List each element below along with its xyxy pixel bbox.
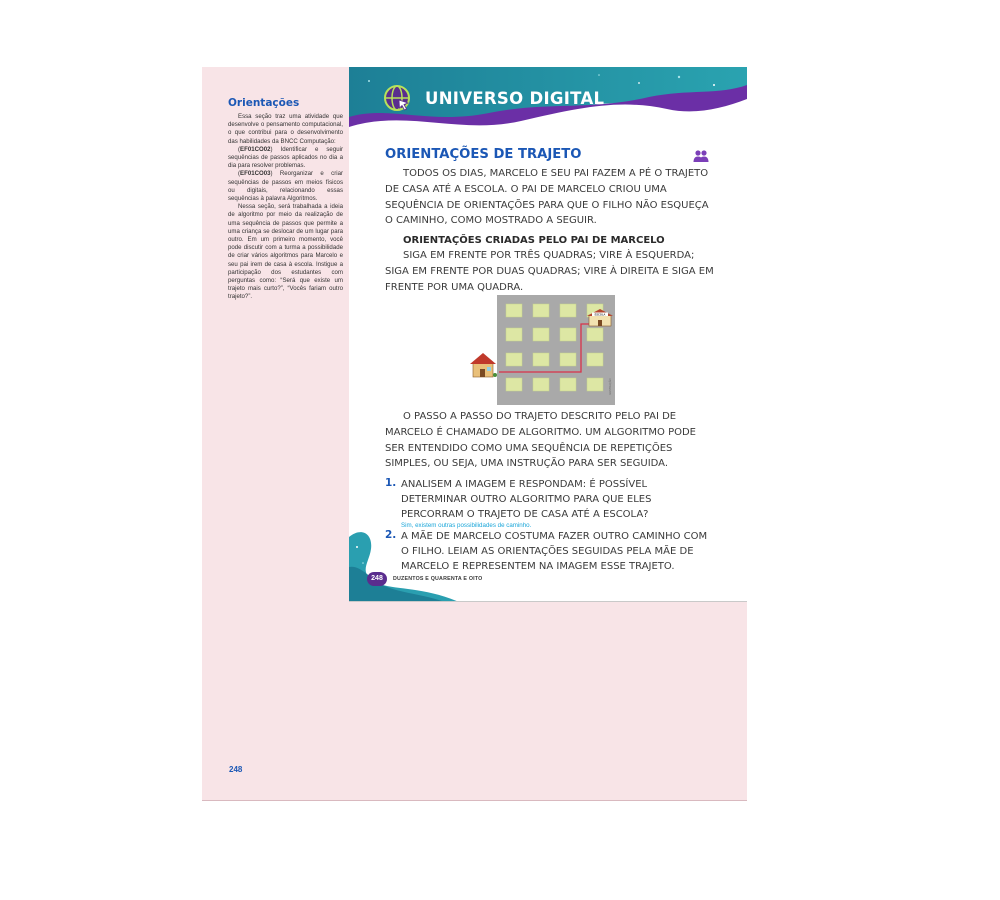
question-number: 2.: [385, 529, 397, 541]
sidebar-paragraph: Nessa seção, será trabalhada a ideia de algoritmo por meio da realização de uma sequência de passos que permite a uma criança se deslocar de um lugar para outro. Em um primeiro momento, você pode discutir com a turma a possibilidade de criar vários algoritmos para Marcelo e seu pai irem de casa à escola. Instigue a participação dos estudantes com perguntas como: “Será que existe um trajeto mais curto?”, “Vocês fariam outro trajeto?”.: [228, 203, 343, 301]
illustration-credit: ILUSTRAÇÃO: [609, 378, 612, 395]
bncc-code: EF01CO03: [240, 170, 271, 178]
teacher-answer: Sim, existem outras possibilidades de caminho.: [401, 522, 532, 529]
bncc-code: EF01CO02: [240, 145, 271, 153]
page-number-badge: 248: [367, 572, 387, 586]
instructions-subtitle: ORIENTAÇÕES CRIADAS PELO PAI DE MARCELO: [403, 235, 665, 247]
sidebar-paragraph: (EF01CO03) Reorganizar e criar sequências de passos em meios físicos ou digitais, relacionando essas sequências à palavra Algoritmos.: [228, 170, 343, 203]
sidebar-paragraph: (EF01CO02) Identificar e seguir sequências de passos aplicados no dia a dia para resolver problemas.: [228, 145, 343, 170]
route-map-illustration: [469, 295, 617, 407]
corner-decoration: [349, 527, 459, 602]
intro-paragraph: TODOS OS DIAS, MARCELO E SEU PAI FAZEM A PÉ O TRAJETO DE CASA ATÉ A ESCOLA. O PAI DE MARCELO CRIOU UMA SEQUÊNCIA DE ORIENTAÇÕES PARA QUE O FILHO NÃO ESQUEÇA O CAMINHO, COMO MOSTRADO A SEGUIR.: [385, 168, 709, 227]
algorithm-paragraph: O PASSO A PASSO DO TRAJETO DESCRITO PELO PAI DE MARCELO É CHAMADO DE ALGORITMO. UM ALGORITMO PODE SER ENTENDIDO COMO UMA SEQUÊNCIA DE REPETIÇÕES SIMPLES, OU SEJA, UMA INSTRUÇÃO PARA SER SEGUIDA.: [385, 411, 696, 470]
teacher-page-number: 248: [229, 765, 243, 774]
sidebar-title: Orientações: [228, 97, 300, 109]
instructions-paragraph: SIGA EM FRENTE POR TRÊS QUADRAS; VIRE À ESQUERDA; SIGA EM FRENTE POR DUAS QUADRAS; VIRE À DIREITA E SIGA EM FRENTE POR UMA QUADRA.: [385, 250, 714, 293]
sidebar-paragraph: Essa seção traz uma atividade que desenvolve o pensamento computacional, o que contribui para o desenvolvimento das habilidades da BNCC Computação:: [228, 113, 343, 145]
bncc-description: Identificar e seguir sequências de passos aplicados no dia a dia para resolver problemas.: [228, 145, 343, 170]
banner-title: UNIVERSO DIGITAL: [425, 89, 605, 108]
orientacoes-sidebar: [228, 97, 343, 302]
algorithm-block: [385, 409, 715, 472]
section-title: ORIENTAÇÕES DE TRAJETO: [385, 147, 582, 162]
question-text: A MÃE DE MARCELO COSTUMA FAZER OUTRO CAMINHO COM O FILHO. LEIAM AS ORIENTAÇÕES SEGUIDAS PELA MÃE DE MARCELO E REPRESENTEM NA IMAGEM ESSE TRAJETO.: [401, 531, 708, 572]
question-text: ANALISEM A IMAGEM E RESPONDAM: É POSSÍVEL DETERMINAR OUTRO ALGORITMO PARA QUE ELES PERCORRAM O TRAJETO DE CASA ATÉ A ESCOLA?: [401, 479, 652, 520]
question-1: [385, 477, 715, 529]
student-page: [349, 67, 747, 602]
main-content: [385, 147, 715, 296]
globe-cursor-icon: [382, 83, 412, 113]
page-number-words: DUZENTOS E QUARENTA E OITO: [393, 576, 483, 582]
bncc-description: Reorganizar e criar sequências de passos em meios físicos ou digitais, relacionando essas sequências à palavra Algoritmos.: [228, 170, 343, 203]
question-number: 1.: [385, 477, 397, 489]
school-label: ESCOLA: [594, 313, 606, 317]
house-icon: [470, 353, 497, 377]
